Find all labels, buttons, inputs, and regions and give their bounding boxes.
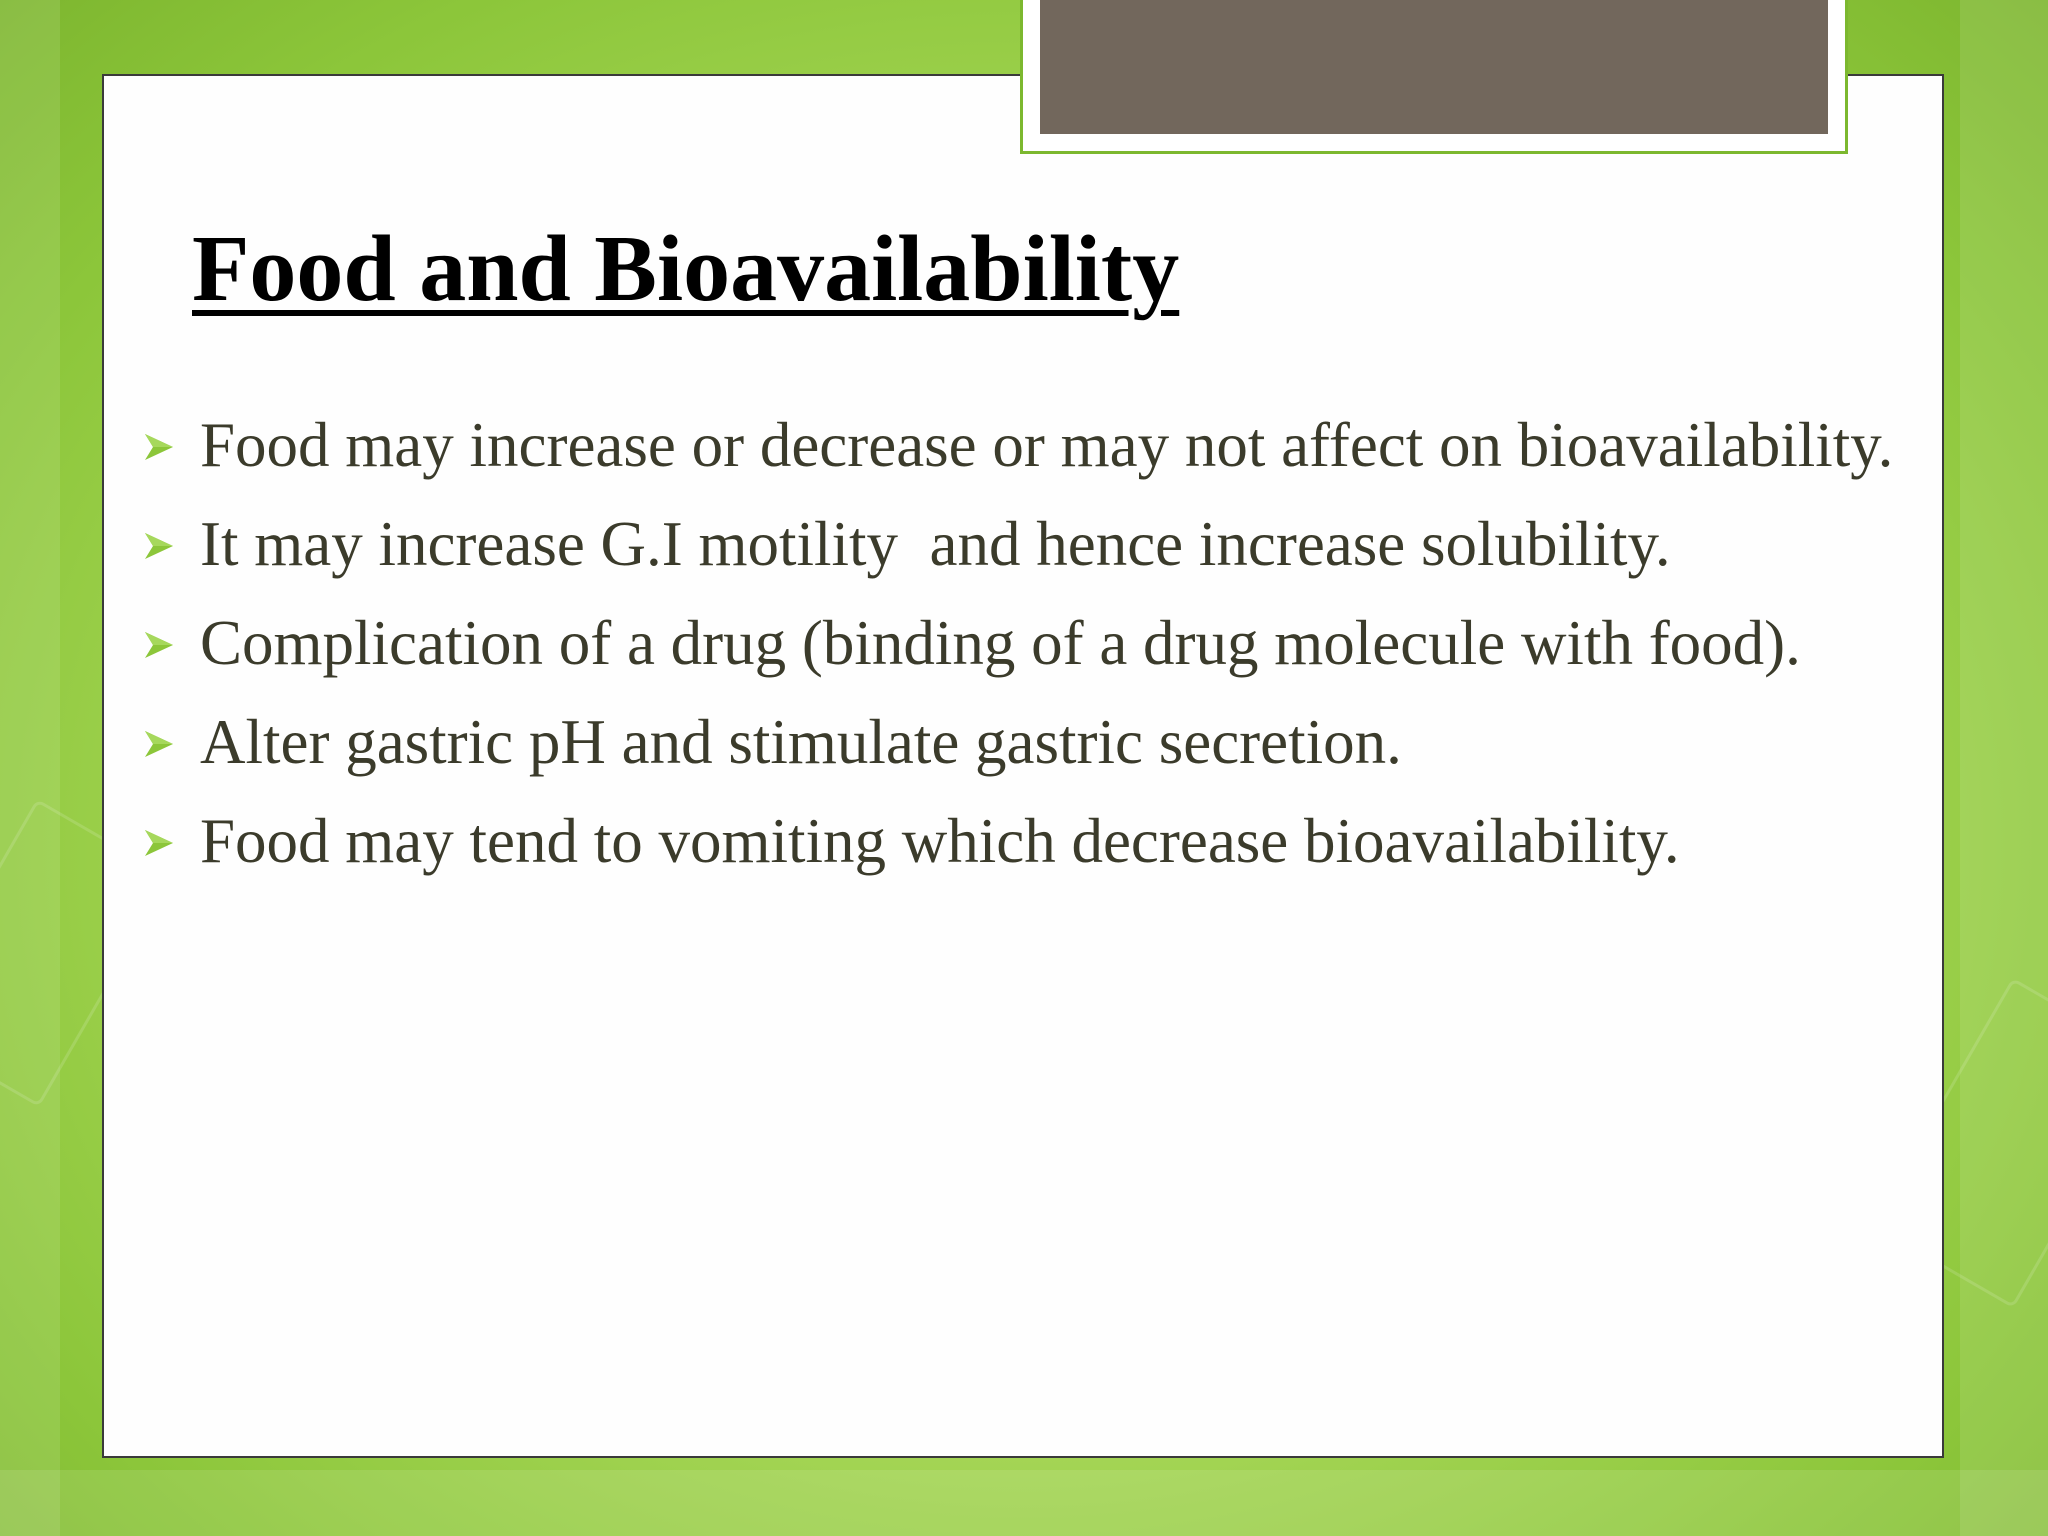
- bullet-text: Alter gastric pH and stimulate gastric secretion.: [200, 707, 1402, 777]
- bullet-item: [136, 404, 1926, 486]
- arrow-bullet-icon: [142, 826, 176, 860]
- arrow-bullet-icon: [142, 430, 176, 464]
- bullet-item: [136, 503, 1926, 585]
- background-stripe: [0, 1470, 2048, 1536]
- bullet-item: [136, 800, 1926, 882]
- bullet-text: Food may increase or decrease or may not affect on bioavailability.: [200, 410, 1894, 480]
- bullet-text: Complication of a drug (binding of a drug molecule with food).: [200, 608, 1801, 678]
- bullet-list: [136, 404, 1926, 899]
- bullet-item: [136, 701, 1926, 783]
- slide-title: Food and Bioavailability: [192, 217, 1180, 321]
- title-plate: [1040, 0, 1828, 134]
- bullet-text: Food may tend to vomiting which decrease bioavailability.: [200, 806, 1680, 876]
- arrow-bullet-icon: [142, 529, 176, 563]
- bullet-text: It may increase G.I motility and hence increase solubility.: [200, 509, 1671, 579]
- bullet-item: [136, 602, 1926, 684]
- arrow-bullet-icon: [142, 727, 176, 761]
- arrow-bullet-icon: [142, 628, 176, 662]
- background-stripe: [1960, 0, 2048, 1536]
- background-stripe: [0, 0, 60, 1536]
